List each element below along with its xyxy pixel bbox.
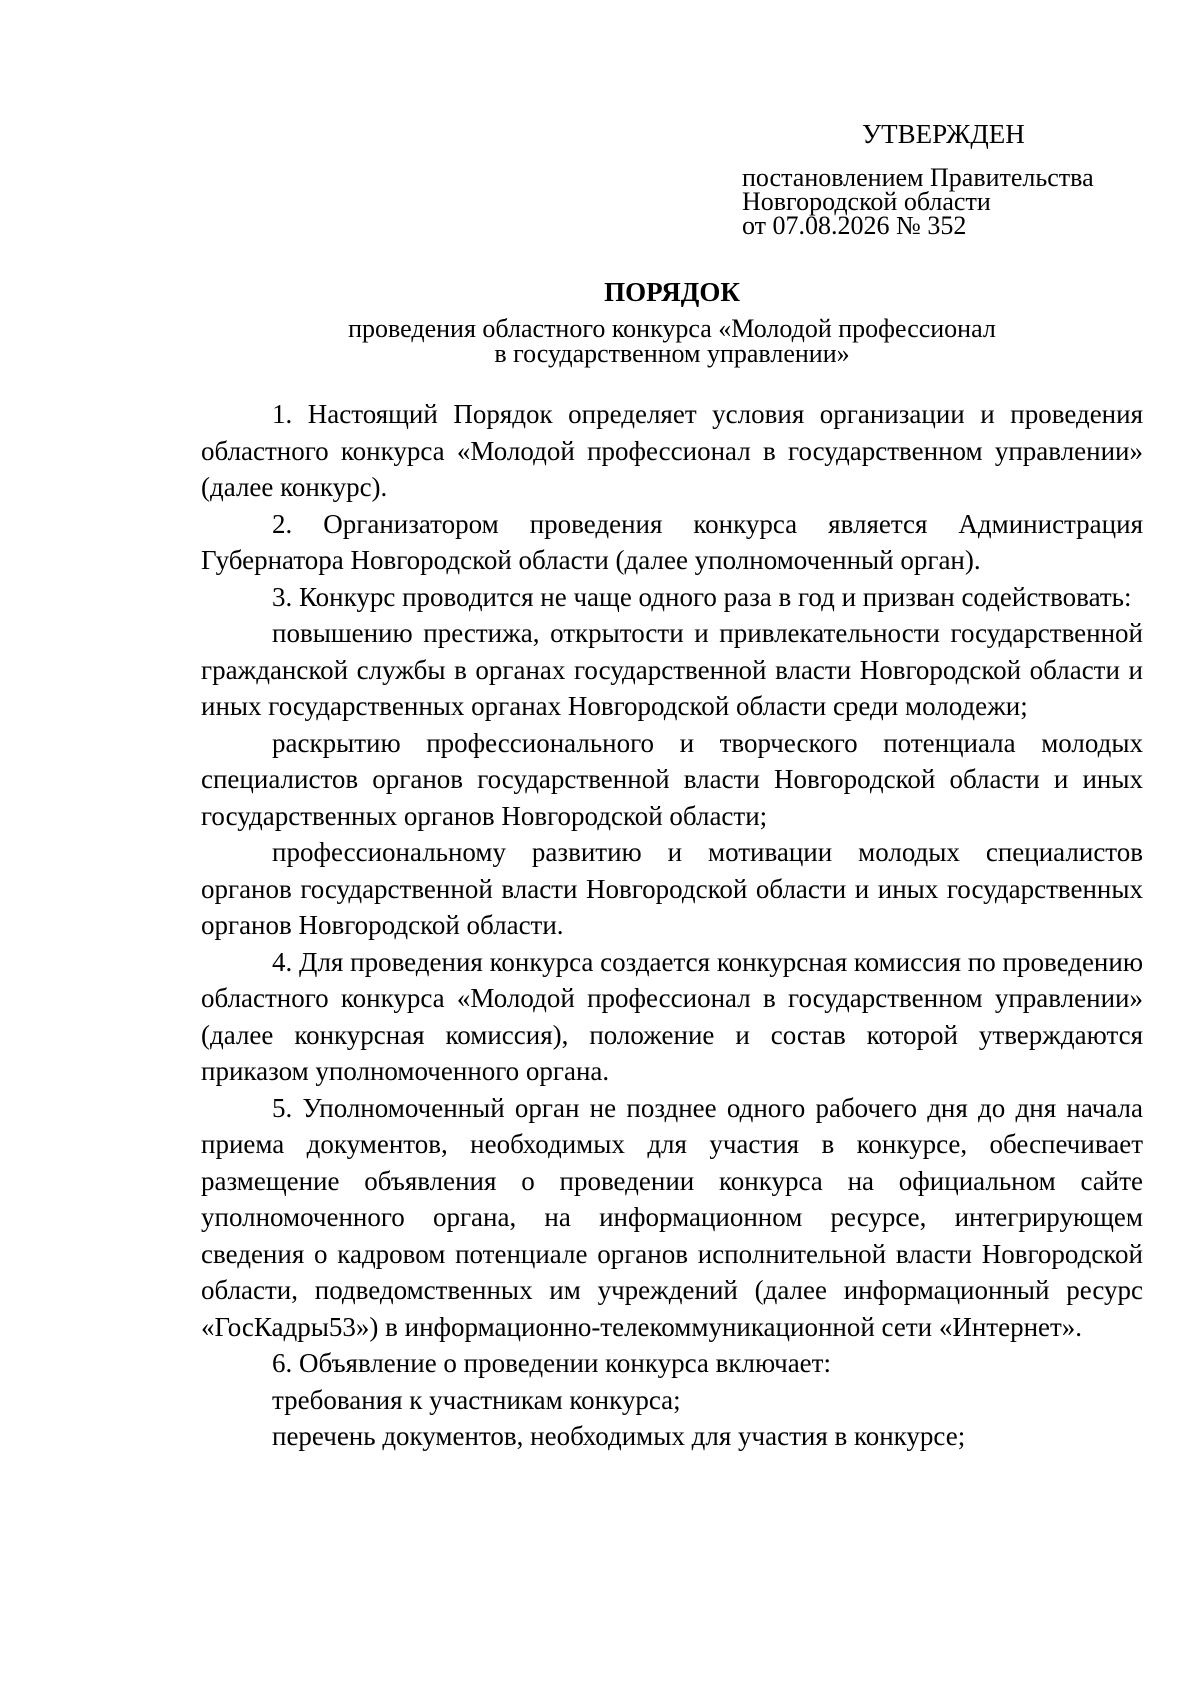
paragraph-6-item-2: перечень документов, необходимых для участия в конкурсе; <box>272 1421 966 1451</box>
approval-line: от 07.08.2026 № 352 <box>742 211 967 240</box>
document-body <box>201 396 1143 1455</box>
paragraph-6: 6. Объявление о проведении конкурса включает: <box>272 1348 831 1378</box>
document-subtitle <box>200 316 1144 366</box>
paragraph-4: 4. Для проведения конкурса создается конкурсная комиссия по проведению областного конкурса «Молодой профессионал в государственном управлении» (далее конкурсная комиссия), положение и состав которой утверждаются приказом уполномоченного органа. <box>201 946 1143 1086</box>
paragraph-3: 3. Конкурс проводится не чаще одного раза в год и призван содействовать: <box>272 581 1132 612</box>
subtitle-line: в государственном управлении» <box>494 339 850 368</box>
paragraph-3-item-3: профессиональному развитию и мотивации молодых специалистов органов государственной власти Новгородской области и иных государственных органов Новгородской области. <box>201 837 1143 940</box>
approval-heading: УТВЕРЖДЕН <box>862 119 1025 149</box>
paragraph-3-item-1: повышению престижа, открытости и привлекательности государственной гражданской службы в органах государственной власти Новгородской области и иных государственных органах Новгородской области среди молодежи; <box>201 618 1143 721</box>
approval-line: постановлением Правительства <box>742 163 1094 192</box>
paragraph-2: 2. Организатором проведения конкурса является Администрация Губернатора Новгородской области (далее уполномоченный орган). <box>201 508 1143 575</box>
approval-lines <box>742 163 1182 240</box>
document-title: ПОРЯДОК <box>604 277 740 307</box>
paragraph-3-item-2: раскрытию профессионального и творческого потенциала молодых специалистов органов государственной власти Новгородской области и иных государственных органов Новгородской области; <box>201 727 1143 831</box>
paragraph-6-item-1: требования к участникам конкурса; <box>272 1384 681 1415</box>
approval-line: Новгородской области <box>742 187 991 216</box>
paragraph-5: 5. Уполномоченный орган не позднее одного рабочего дня до дня начала приема документов, необходимых для участия в конкурсе, обеспечивает размещение объявления о проведении конкурса на официальном сайте уполномоченного органа, на информационном ресурсе, интегрирующем сведения о кадровом потенциале органов исполнительной власти Новгородской области, подведомственных им учреждений (далее информационный ресурс «ГосКадры53») в информационно-телекоммуникационной сети «Интернет». <box>201 1092 1143 1342</box>
approval-block <box>742 118 1182 238</box>
paragraph-1: 1. Настоящий Порядок определяет условия организации и проведения областного конкурса «Молодой профессионал в государственном управлении» (далее конкурс). <box>201 399 1143 502</box>
subtitle-line: проведения областного конкурса «Молодой профессионал <box>348 314 996 343</box>
